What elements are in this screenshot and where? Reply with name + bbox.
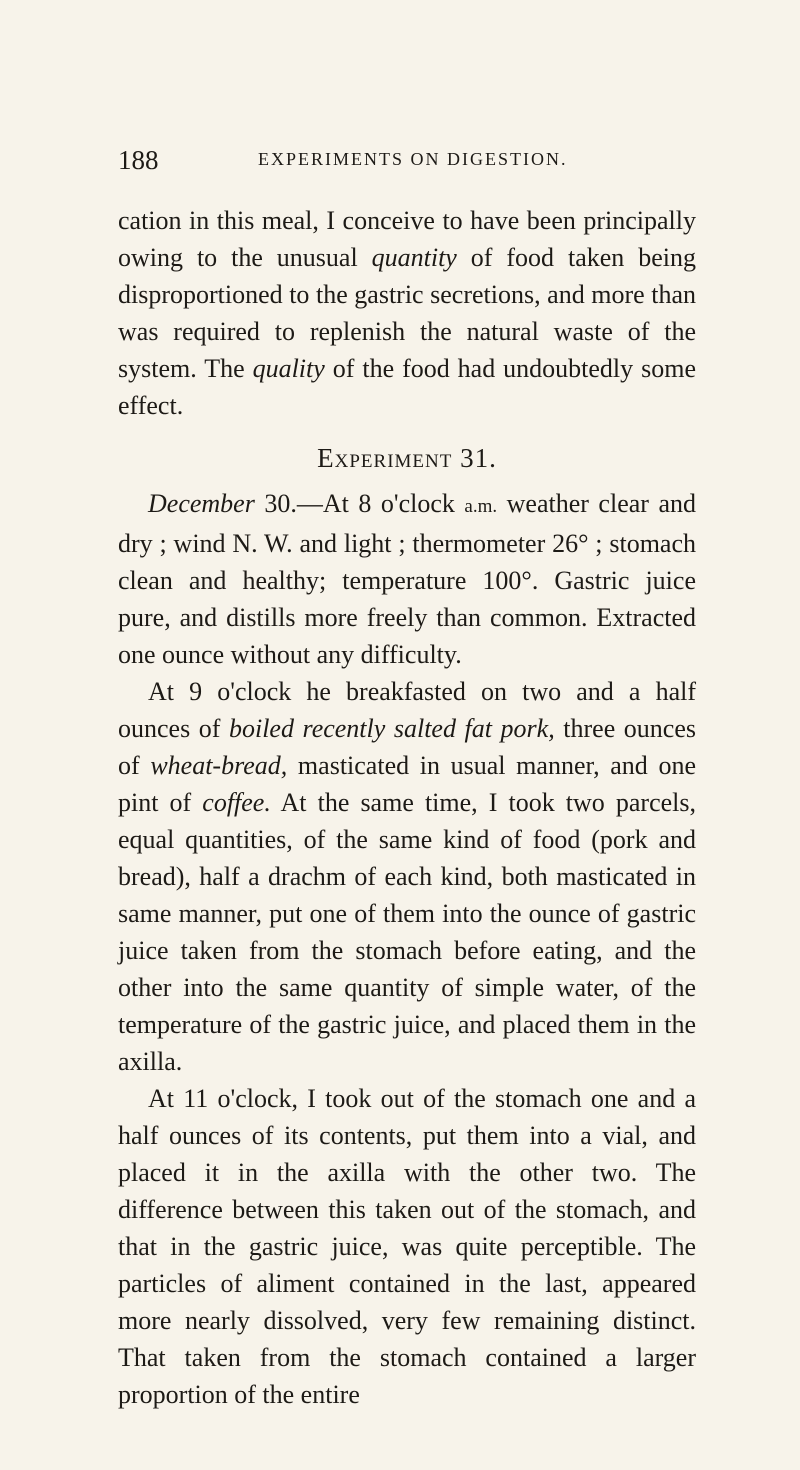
- p2-text-a: 30.—At 8 o'clock: [254, 489, 465, 518]
- paragraph-1: [118, 202, 696, 424]
- page-header: [118, 145, 718, 185]
- p3-text-d: At the same time, I took two parcels, equal quantities, of the same kind of food (pork and bread), half a drachm of each kind, both masticated in same manner, put one of them into the ounce of gastric juice taken from the stomach before eating, and the other into the same quantity of simple water, of the temperature of the gastric juice, and placed them in the axilla.: [118, 788, 696, 1076]
- p1-text-c: of the food had undoubtedly some effect.: [118, 354, 696, 420]
- p3-italic-bread: wheat-bread,: [150, 751, 288, 780]
- p2-text-b: weather clear and dry ; wind N. W. and light ; thermometer 26° ; stomach clean and healthy; temperature 100°. Gastric juice pure, and distills more freely than common. Extracted one ounce without any difficulty.: [118, 489, 696, 669]
- paragraph-4: At 11 o'clock, I took out of the stomach one and a half ounces of its contents, put them into a vial, and placed it in the axilla with the other two. The difference between this taken out of the stomach, and that in the gastric juice, was quite perceptible. The particles of aliment contained in the last, appeared more nearly dissolved, very few remaining distinct. That taken from the stomach contained a larger proportion of the entire: [118, 1084, 696, 1409]
- running-head: EXPERIMENTS ON DIGESTION.: [258, 149, 568, 169]
- paragraph-3: [118, 673, 696, 1080]
- p1-italic-quality: quality: [252, 354, 325, 383]
- p3-text-b: three ounces of: [118, 714, 696, 780]
- paragraph-2: [118, 485, 696, 673]
- p3-text-c: masticated in usual manner, and one pint of: [118, 751, 696, 817]
- p3-italic-coffee: coffee.: [202, 788, 271, 817]
- p3-text-a: At 9 o'clock he breakfasted on two and a half ounces of: [118, 677, 696, 743]
- p1-text-b: of food taken being disproportioned to the gastric secretions, and more than was required to replenish the natural waste of the system. The: [118, 243, 697, 383]
- p2-italic-date: December: [148, 489, 255, 518]
- p1-text: cation in this meal, I conceive to have been principally owing to the unusual: [118, 206, 696, 272]
- page-number: 188: [118, 145, 159, 175]
- experiment-heading: Experiment 31.: [317, 443, 497, 473]
- p3-italic-pork: boiled recently salted fat pork,: [228, 714, 555, 743]
- p2-small-caps-am: a.m.: [464, 496, 498, 517]
- p1-italic-quantity: quantity: [371, 243, 457, 272]
- body-text: [118, 202, 696, 1413]
